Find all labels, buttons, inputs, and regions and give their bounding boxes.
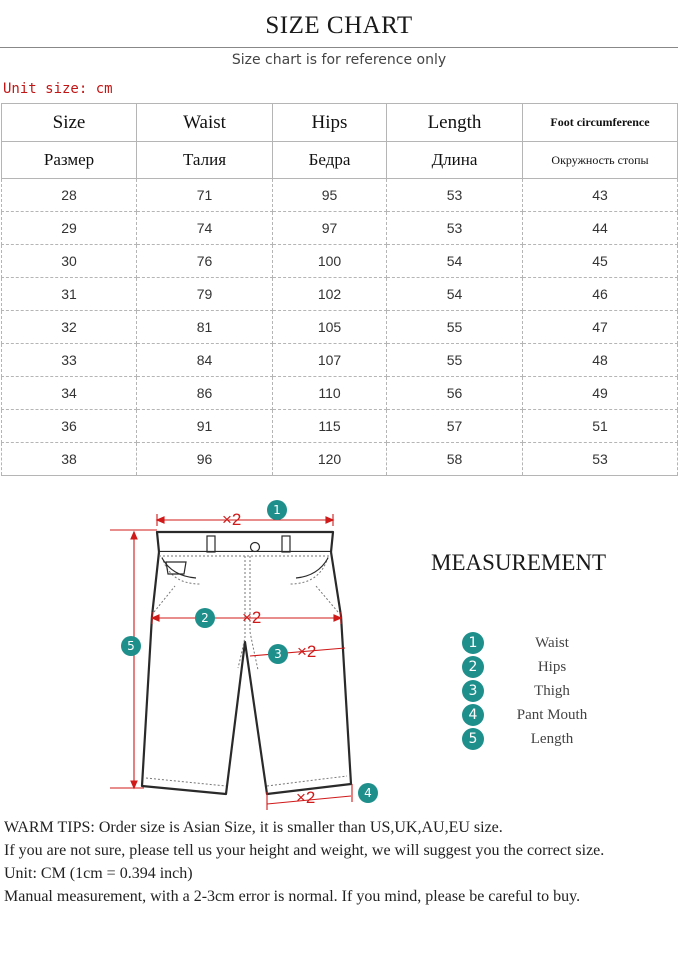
- table-cell: 96: [137, 443, 273, 476]
- header-hips-ru: Бедра: [273, 142, 387, 179]
- tip-line: Manual measurement, with a 2-3cm error is normal. If you mind, please be careful to buy.: [4, 888, 581, 905]
- header-row-ru: [2, 142, 678, 179]
- table-cell: 49: [523, 377, 678, 410]
- table-cell: 107: [273, 344, 387, 377]
- table-cell: 47: [523, 311, 678, 344]
- table-cell: 86: [137, 377, 273, 410]
- table-cell: 110: [273, 377, 387, 410]
- table-cell: 79: [137, 278, 273, 311]
- legend-number-badge: 5: [462, 728, 484, 750]
- legend-item-thigh: [462, 680, 662, 704]
- header-size-ru: Размер: [2, 142, 137, 179]
- table-cell: 91: [137, 410, 273, 443]
- table-cell: 58: [387, 443, 523, 476]
- table-row: [2, 278, 678, 311]
- header-hips: Hips: [273, 104, 387, 142]
- table-cell: 33: [2, 344, 137, 377]
- table-cell: 57: [387, 410, 523, 443]
- table-row: [2, 179, 678, 212]
- table-cell: 97: [273, 212, 387, 245]
- table-cell: 51: [523, 410, 678, 443]
- size-table: [1, 103, 678, 476]
- header-length: Length: [387, 104, 523, 142]
- marker-4: 4: [364, 786, 372, 800]
- measurement-legend: [462, 632, 662, 752]
- table-cell: 84: [137, 344, 273, 377]
- table-cell: 44: [523, 212, 678, 245]
- table-cell: 120: [273, 443, 387, 476]
- table-cell: 100: [273, 245, 387, 278]
- header-foot-ru: Окружность стопы: [523, 142, 678, 179]
- legend-label: Thigh: [534, 683, 570, 699]
- table-cell: 95: [273, 179, 387, 212]
- legend-item-length: [462, 728, 662, 752]
- table-row: [2, 377, 678, 410]
- table-cell: 55: [387, 344, 523, 377]
- table-cell: 71: [137, 179, 273, 212]
- legend-number-badge: 3: [462, 680, 484, 702]
- table-cell: 56: [387, 377, 523, 410]
- header-waist-ru: Талия: [137, 142, 273, 179]
- table-cell: 53: [523, 443, 678, 476]
- table-row: [2, 410, 678, 443]
- mouth-multiplier: ×2: [296, 788, 316, 807]
- table-cell: 76: [137, 245, 273, 278]
- hips-multiplier: ×2: [242, 608, 262, 627]
- table-cell: 54: [387, 245, 523, 278]
- warm-tips: [4, 816, 676, 908]
- table-cell: 74: [137, 212, 273, 245]
- marker-1: 1: [273, 503, 281, 517]
- marker-3: 3: [274, 647, 282, 661]
- tip-line: If you are not sure, please tell us your height and weight, we will suggest you the correct size.: [4, 842, 605, 859]
- table-cell: 32: [2, 311, 137, 344]
- marker-2: 2: [201, 611, 209, 625]
- header-row-en: [2, 104, 678, 142]
- legend-number-badge: 1: [462, 632, 484, 654]
- table-cell: 36: [2, 410, 137, 443]
- legend-item-waist: [462, 632, 662, 656]
- table-cell: 29: [2, 212, 137, 245]
- shorts-diagram: [100, 492, 400, 812]
- measurement-heading: MEASUREMENT: [431, 550, 607, 575]
- table-row: [2, 311, 678, 344]
- legend-item-hips: [462, 656, 662, 680]
- subtitle: Size chart is for reference only: [231, 52, 447, 68]
- thigh-multiplier: ×2: [297, 642, 317, 661]
- header-waist: Waist: [137, 104, 273, 142]
- table-cell: 38: [2, 443, 137, 476]
- legend-label: Hips: [537, 659, 567, 675]
- table-row: [2, 344, 678, 377]
- legend-item-pant-mouth: [462, 704, 662, 728]
- table-cell: 45: [523, 245, 678, 278]
- table-cell: 102: [273, 278, 387, 311]
- unit-note: Unit size: cm: [3, 81, 113, 97]
- legend-label: Length: [530, 731, 574, 747]
- waist-multiplier: ×2: [222, 510, 242, 529]
- table-row: [2, 443, 678, 476]
- table-cell: 30: [2, 245, 137, 278]
- page-title: SIZE CHART: [265, 12, 413, 39]
- table-row: [2, 245, 678, 278]
- table-cell: 81: [137, 311, 273, 344]
- table-row: [2, 212, 678, 245]
- table-cell: 53: [387, 212, 523, 245]
- tip-line: WARM TIPS: Order size is Asian Size, it is smaller than US,UK,AU,EU size.: [4, 819, 503, 836]
- marker-5: 5: [127, 639, 135, 653]
- header-length-ru: Длина: [387, 142, 523, 179]
- title-divider: [0, 47, 678, 48]
- table-cell: 48: [523, 344, 678, 377]
- legend-number-badge: 2: [462, 656, 484, 678]
- table-cell: 115: [273, 410, 387, 443]
- table-cell: 28: [2, 179, 137, 212]
- legend-label: Pant Mouth: [516, 707, 588, 723]
- tip-line: Unit: CM (1cm = 0.394 inch): [4, 865, 193, 882]
- table-cell: 54: [387, 278, 523, 311]
- legend-number-badge: 4: [462, 704, 484, 726]
- legend-label: Waist: [535, 635, 569, 651]
- table-cell: 43: [523, 179, 678, 212]
- table-cell: 34: [2, 377, 137, 410]
- header-foot: Foot circumference: [523, 104, 678, 142]
- table-cell: 46: [523, 278, 678, 311]
- table-cell: 31: [2, 278, 137, 311]
- header-size: Size: [2, 104, 137, 142]
- table-cell: 105: [273, 311, 387, 344]
- table-cell: 53: [387, 179, 523, 212]
- table-cell: 55: [387, 311, 523, 344]
